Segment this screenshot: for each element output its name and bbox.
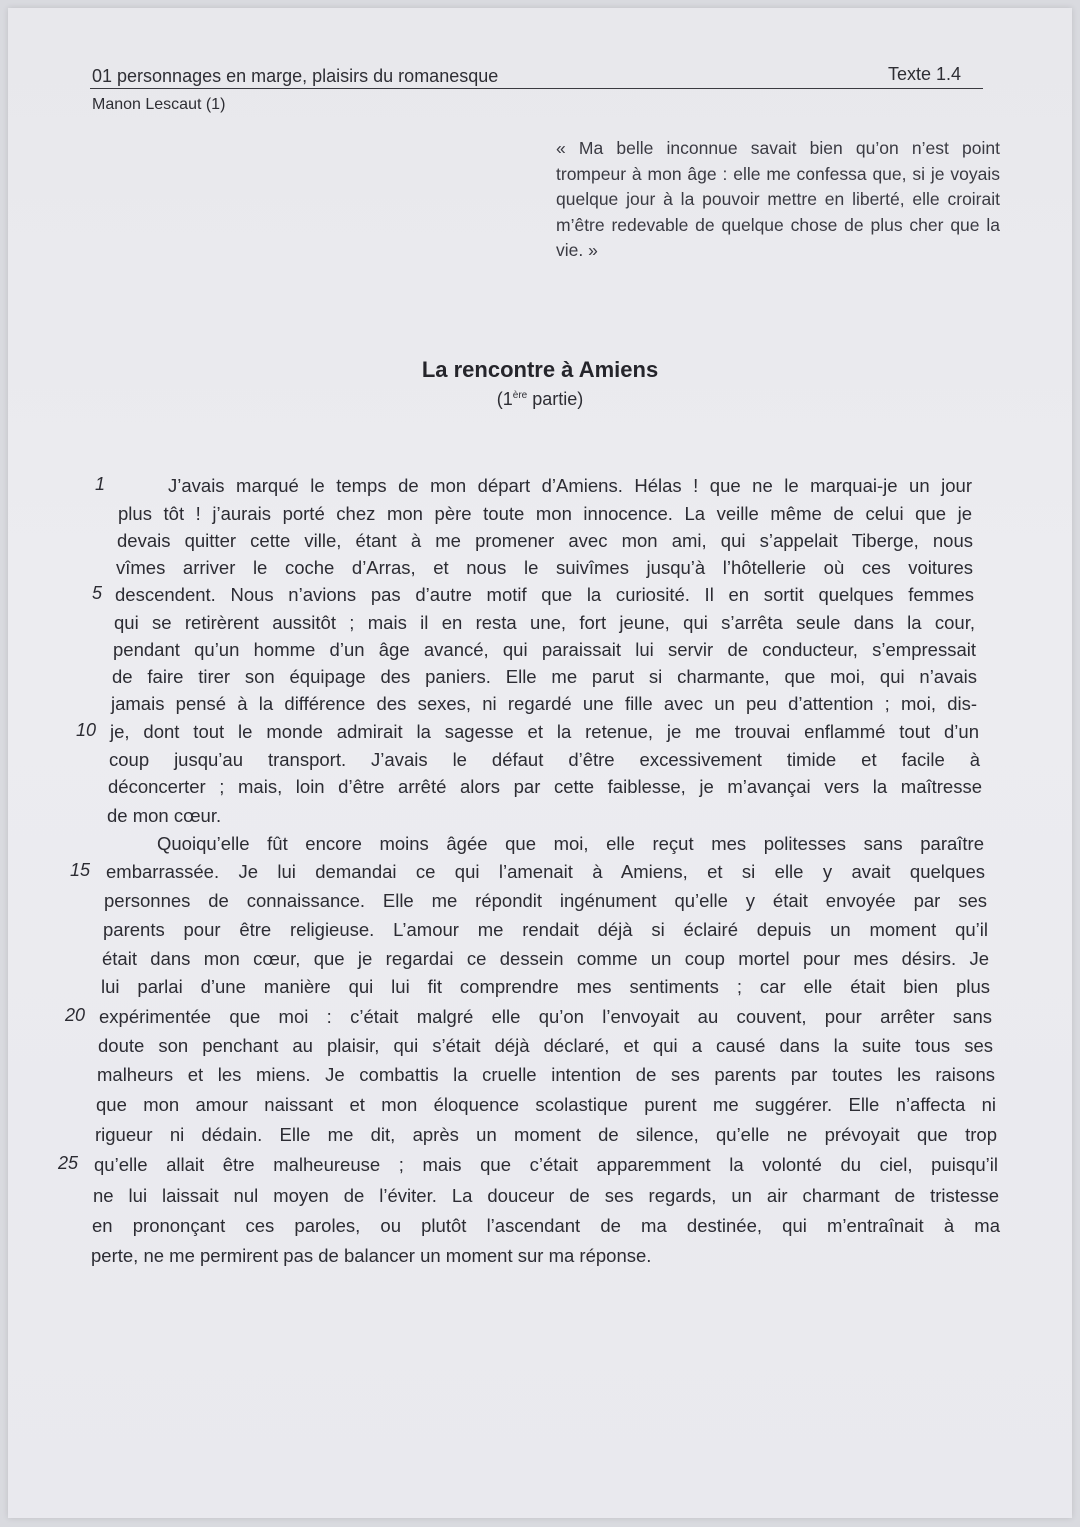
epigraph-quote: « Ma belle inconnue savait bien qu’on n’est point trompeur à mon âge : elle me confessa que, si je voyais quelque jour à la pouvoir mettre en liberté, elle croirait m’être redevable de quelque chose de plus cher que la vie. » <box>556 138 1000 260</box>
text-line: pendant qu’un homme d’un âge avancé, qui paraissait lui servir de conducteur, s’empressait <box>113 639 976 660</box>
work-title: Manon Lescaut (1) <box>92 96 226 113</box>
text-line: personnes de connaissance. Elle me répondit ingénument qu’elle y était envoyée par ses <box>104 890 987 911</box>
line-number: 5 <box>91 583 102 603</box>
line-number: 25 <box>57 1153 78 1173</box>
line-number: 10 <box>75 720 96 740</box>
text-line: qu’elle allait être malheureuse ; mais que c’était apparemment la volonté du ciel, puisqu’il <box>94 1154 998 1175</box>
course-header: 01 personnages en marge, plaisirs du romanesque <box>92 66 499 86</box>
line-number: 20 <box>64 1005 85 1025</box>
line-number: 15 <box>69 860 90 880</box>
text-line: expérimentée que moi : c’était malgré elle qu’on l’envoyait au couvent, pour arrêter sans <box>99 1006 992 1027</box>
subtitle-superscript: ère <box>512 390 528 401</box>
document-page <box>8 8 1072 1518</box>
text-line: était dans mon cœur, que je regardai ce dessein comme un coup mortel pour mes désirs. Je <box>102 948 989 969</box>
text-line: descendent. Nous n’avions pas d’autre motif que la curiosité. Il en sortit quelques femmes <box>115 584 974 605</box>
text-line: perte, ne me permirent pas de balancer un moment sur ma réponse. <box>91 1245 652 1266</box>
text-line: Quoiqu’elle fût encore moins âgée que moi, elle reçut mes politesses sans paraître <box>157 833 984 854</box>
text-line: que mon amour naissant et mon éloquence scolastique purent me suggérer. Elle n’affecta ni <box>96 1094 996 1115</box>
text-line: coup jusqu’au transport. J’avais le défaut d’être excessivement timide et facile à <box>109 749 980 770</box>
text-line: doute son penchant au plaisir, qui s’était déjà déclaré, et qui a causé dans la suite tous ses <box>98 1035 993 1056</box>
text-reference: Texte 1.4 <box>888 64 962 84</box>
text-line: ne lui laissait nul moyen de l’éviter. La douceur de ses regards, un air charmant de tristesse <box>93 1185 999 1206</box>
text-line: jamais pensé à la différence des sexes, ni regardé une fille avec un peu d’attention ; moi, dis- <box>111 693 977 714</box>
passage-title: La rencontre à Amiens <box>421 357 659 382</box>
text-line: embarrassée. Je lui demandai ce qui l’amenait à Amiens, et si elle y avait quelques <box>106 861 985 882</box>
text-line: vîmes arriver le coche d’Arras, et nous le suivîmes jusqu’à l’hôtellerie où ces voitures <box>116 557 973 578</box>
line-number: 1 <box>94 474 105 494</box>
text-line: rigueur ni dédain. Elle me dit, après un moment de silence, qu’elle ne prévoyait que trop <box>95 1124 997 1145</box>
text-line: de faire tirer son équipage des paniers. Elle me parut si charmante, que moi, qui n’avais <box>112 666 977 687</box>
subtitle-open: (1 <box>496 389 513 409</box>
text-line: malheurs et les miens. Je combattis la cruelle intention de ses parents par toutes les raisons <box>97 1064 995 1085</box>
text-line: qui se retirèrent aussitôt ; mais il en resta une, fort jeune, qui s’arrêta seule dans la cour, <box>114 612 975 633</box>
subtitle-close: partie) <box>527 389 584 409</box>
text-line: lui parlai d’une manière qui lui fit comprendre mes sentiments ; car elle était bien plus <box>101 976 990 997</box>
text-line: déconcerter ; mais, loin d’être arrêté alors par cette faiblesse, je m’avançai vers la maîtresse <box>108 776 982 797</box>
text-line: en prononçant ces paroles, ou plutôt l’ascendant de ma destinée, qui m’entraînait à ma <box>92 1215 1000 1236</box>
passage-subtitle <box>8 389 1072 410</box>
text-line: de mon cœur. <box>107 805 222 826</box>
text-line: plus tôt ! j’aurais porté chez mon père toute mon innocence. La veille même de celui que je <box>118 503 972 524</box>
text-line: je, dont tout le monde admirait la sagesse et la retenue, je me trouvai enflammé tout d’un <box>110 721 979 742</box>
header-divider <box>90 88 983 89</box>
text-line: parents pour être religieuse. L’amour me rendait déjà si éclairé depuis un moment qu’il <box>103 919 988 940</box>
text-line: J’avais marqué le temps de mon départ d’Amiens. Hélas ! que ne le marquai-je un jour <box>168 475 972 496</box>
text-line: devais quitter cette ville, étant à me promener avec mon ami, qui s’appelait Tiberge, nous <box>117 530 973 551</box>
